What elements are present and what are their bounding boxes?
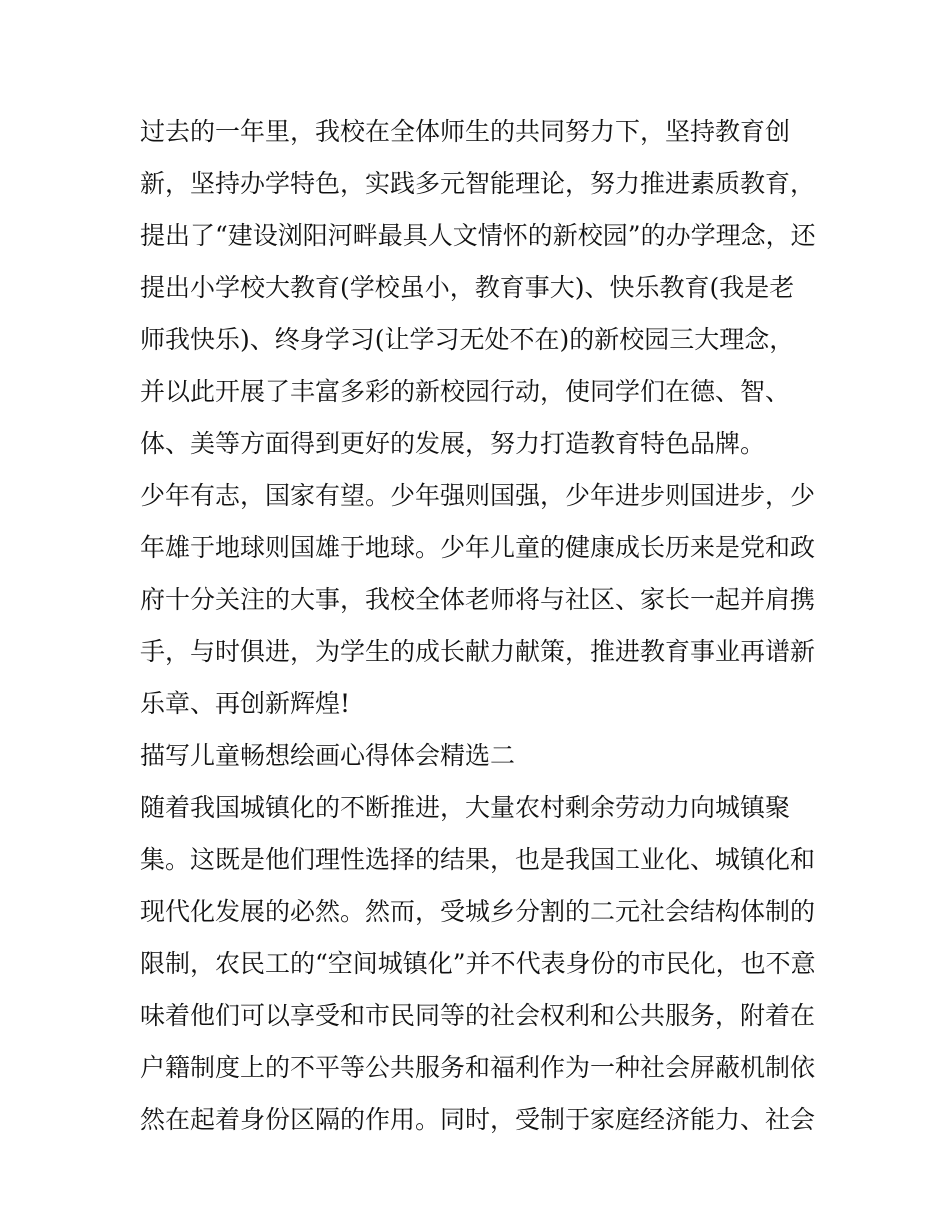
text-line: 新，坚持办学特色，实践多元智能理论，努力推进素质教育，	[140, 169, 816, 198]
text-line: 府十分关注的大事，我校全体老师将与社区、家长一起并肩携	[140, 585, 816, 614]
text-line: 年雄于地球则国雄于地球。少年儿童的健康成长历来是党和政	[140, 533, 816, 562]
text-line: 户籍制度上的不平等公共服务和福利作为一种社会屏蔽机制依	[140, 1053, 816, 1082]
text-line: 乐章、再创新辉煌!	[140, 689, 351, 718]
text-line: 并以此开展了丰富多彩的新校园行动，使同学们在德、智、	[140, 377, 791, 406]
text-line: 过去的一年里，我校在全体师生的共同努力下，坚持教育创	[140, 117, 791, 146]
text-line: 味着他们可以享受和市民同等的社会权利和公共服务，附着在	[140, 1001, 816, 1030]
text-line: 然在起着身份区隔的作用。同时，受制于家庭经济能力、社会	[140, 1105, 816, 1134]
document-body	[140, 106, 830, 1146]
text-line: 随着我国城镇化的不断推进，大量农村剩余劳动力向城镇聚	[140, 793, 791, 822]
text-line: 提出小学校大教育(学校虽小，教育事大)、快乐教育(我是老	[140, 273, 795, 302]
text-line: 现代化发展的必然。然而，受城乡分割的二元社会结构体制的	[140, 897, 816, 926]
section-heading: 描写儿童畅想绘画心得体会精选二	[140, 741, 516, 770]
text-line: 集。这既是他们理性选择的结果，也是我国工业化、城镇化和	[140, 845, 816, 874]
text-line: 少年有志，国家有望。少年强则国强，少年进步则国进步，少	[140, 481, 816, 510]
text-line: 限制，农民工的“空间城镇化”并不代表身份的市民化，也不意	[140, 949, 816, 978]
text-line: 体、美等方面得到更好的发展，努力打造教育特色品牌。	[140, 429, 766, 458]
text-line: 师我快乐)、终身学习(让学习无处不在)的新校园三大理念，	[140, 325, 795, 354]
text-line: 提出了“建设浏阳河畔最具人文情怀的新校园”的办学理念，还	[140, 221, 816, 250]
text-line: 手，与时俱进，为学生的成长献力献策，推进教育事业再谱新	[140, 637, 816, 666]
